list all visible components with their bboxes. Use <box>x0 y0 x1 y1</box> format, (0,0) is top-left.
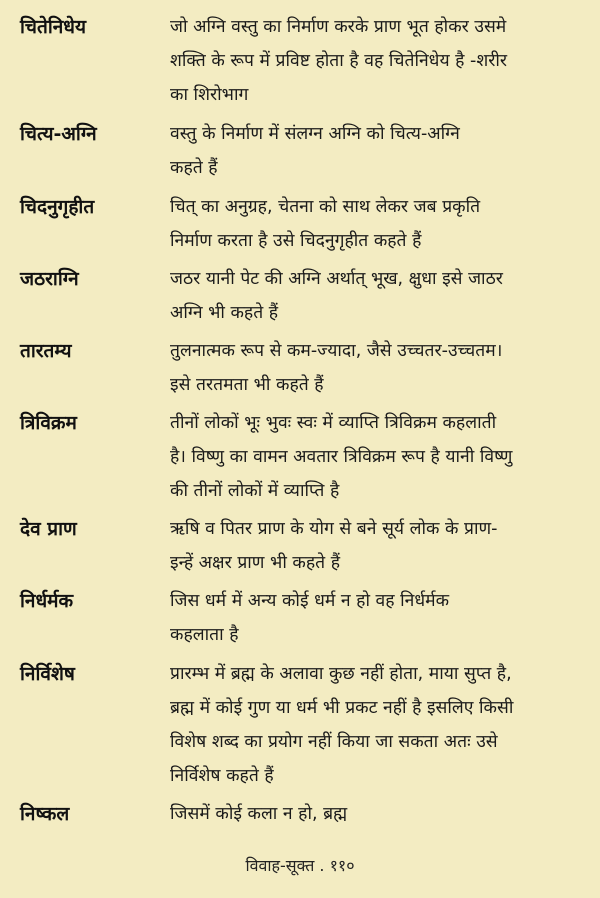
entry-definition <box>170 10 585 112</box>
definition-line: चित् का अनुग्रह, चेतना को साथ लेकर जब प्रकृति <box>170 197 481 217</box>
entry-definition <box>170 190 585 258</box>
definition-line: जठर यानी पेट की अग्नि अर्थात् भूख, क्षुधा इसे जाठर <box>170 269 503 289</box>
definition-line: तीनों लोकों भूः भुवः स्वः में व्याप्ति त्रिविक्रम कहलाती <box>170 413 497 433</box>
entry-term: निष्कल <box>20 803 70 825</box>
entry-definition <box>170 512 585 580</box>
entry-definition <box>170 406 585 508</box>
entry-definition <box>170 657 585 793</box>
definition-line: की तीनों लोकों में व्याप्ति है <box>170 481 340 501</box>
definition-line: जिसमें कोई कला न हो, ब्रह्म <box>170 804 348 824</box>
definition-line: कहते हैं <box>170 158 218 178</box>
definition-line: अग्नि भी कहते हैं <box>170 303 279 323</box>
definition-line: वस्तु के निर्माण में संलग्न अग्नि को चित्य-अग्नि <box>170 124 460 144</box>
definition-line: का शिरोभाग <box>170 85 249 105</box>
entry-term: देव प्राण <box>20 518 77 540</box>
entry-definition <box>170 334 585 402</box>
definition-line: है। विष्णु का वामन अवतार त्रिविक्रम रूप है यानी विष्णु <box>170 447 513 467</box>
entry-term: तारतम्य <box>20 340 72 362</box>
definition-line: जो अग्नि वस्तु का निर्माण करके प्राण भूत होकर उसमे <box>170 17 507 37</box>
definition-line: ब्रह्म में कोई गुण या धर्म भी प्रकट नहीं है इसलिए किसी <box>170 698 514 718</box>
entry-term: चित्य-अग्नि <box>20 123 97 145</box>
definition-line: प्रारम्भ में ब्रह्म के अलावा कुछ नहीं होता, माया सुप्त है, <box>170 664 512 684</box>
entry-term: चितेनिधेय <box>20 16 86 38</box>
definition-line: निर्माण करता है उसे चिदनुगृहीत कहते हैं <box>170 231 422 251</box>
entry-definition <box>170 117 585 185</box>
entry-definition <box>170 797 585 831</box>
entry-term: चिदनुगृहीत <box>20 196 95 218</box>
entry-definition <box>170 262 585 330</box>
definition-line: जिस धर्म में अन्य कोई धर्म न हो वह निर्धर्मक <box>170 591 450 611</box>
definition-line: इन्हें अक्षर प्राण भी कहते हैं <box>170 553 340 573</box>
entry-term: त्रिविक्रम <box>20 412 77 434</box>
definition-line: ऋषि व पितर प्राण के योग से बने सूर्य लोक के प्राण- <box>170 519 498 539</box>
entry-term: निर्विशेष <box>20 663 75 685</box>
definition-line: विशेष शब्द का प्रयोग नहीं किया जा सकता अतः उसे <box>170 732 498 752</box>
entry-term: जठराग्नि <box>20 268 79 290</box>
definition-line: इसे तरतमता भी कहते हैं <box>170 375 324 395</box>
definition-line: निर्विशेष कहते हैं <box>170 766 274 786</box>
definition-line: शक्ति के रूप में प्रविष्ट होता है वह चितेनिधेय है -शरीर <box>170 51 508 71</box>
definition-line: कहलाता है <box>170 625 239 645</box>
entry-definition <box>170 584 585 652</box>
page-footer: विवाह-सूक्त . ११० <box>245 856 355 875</box>
entry-term: निर्धर्मक <box>20 590 74 612</box>
definition-line: तुलनात्मक रूप से कम-ज्यादा, जैसे उच्चतर-उच्चतम। <box>170 341 503 361</box>
